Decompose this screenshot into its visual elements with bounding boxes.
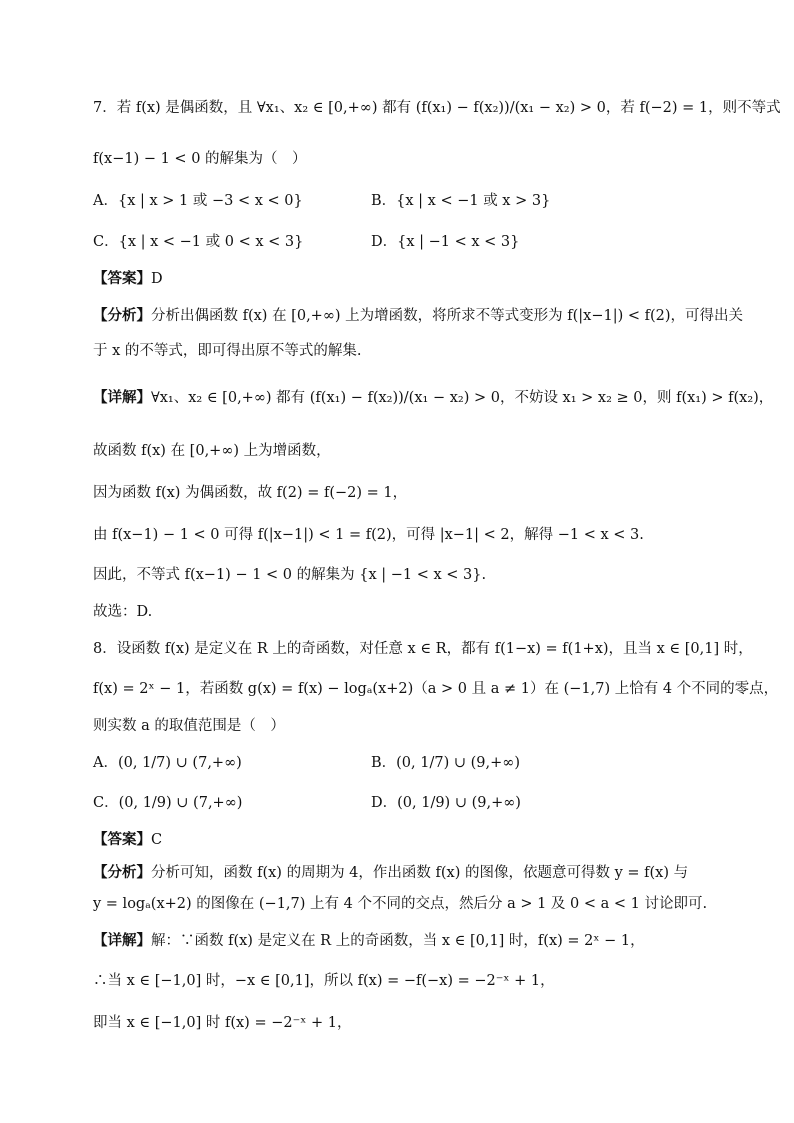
- q7-detail-line5: 因此，不等式 f(x−1) − 1 < 0 的解集为 {x | −1 < x < 3}.: [93, 567, 487, 583]
- analysis-text: 分析可知，函数 f(x) 的周期为 4，作出函数 f(x) 的图像，依题意可得数 y = f(x) 与: [151, 865, 689, 881]
- q7-answer: [93, 268, 706, 290]
- q7-option-b: B．{x | x < −1 或 x > 3}: [371, 193, 551, 209]
- q7-detail-line4: 由 f(x−1) − 1 < 0 可得 f(|x−1|) < 1 = f(2)，可得 |x−1| < 2，解得 −1 < x < 3.: [93, 527, 644, 543]
- q7-detail-line2: 故函数 f(x) 在 [0,+∞) 上为增函数，: [93, 443, 331, 459]
- q7-option-c: C．{x | x < −1 或 0 < x < 3}: [93, 234, 304, 250]
- q8-stem-line1: 8．设函数 f(x) 是定义在 R 上的奇函数，对任意 x ∈ R，都有 f(1−x) = f(1+x)，且当 x ∈ [0,1] 时，: [93, 641, 753, 657]
- analysis-tag: 【分析】: [93, 307, 151, 324]
- q7-choice: 故选：D.: [93, 604, 153, 620]
- q8-stem-line2: f(x) = 2ˣ − 1，若函数 g(x) = f(x) − logₐ(x+2)（a > 0 且 a ≠ 1）在 (−1,7) 上恰有 4 个不同的零点，: [93, 681, 779, 697]
- answer-value: D: [151, 271, 163, 287]
- q7-detail-line1: [93, 387, 774, 409]
- answer-value: C: [151, 832, 163, 848]
- q7-stem-line2: f(x−1) − 1 < 0 的解集为（ ）: [93, 151, 307, 167]
- q8-option-a: A．(0, 1/7) ∪ (7,+∞): [93, 755, 242, 771]
- q7-analysis-line1: [93, 305, 744, 327]
- q8-analysis-line2: y = logₐ(x+2) 的图像在 (−1,7) 上有 4 个不同的交点，然后分 a > 1 及 0 < a < 1 讨论即可.: [93, 896, 708, 912]
- q7-analysis-line2: 于 x 的不等式，即可得出原不等式的解集.: [93, 343, 362, 359]
- analysis-tag: 【分析】: [93, 864, 151, 881]
- q7-detail-line3: 因为函数 f(x) 为偶函数，故 f(2) = f(−2) = 1，: [93, 485, 408, 501]
- q8-option-d: D．(0, 1/9) ∪ (9,+∞): [371, 795, 521, 811]
- q8-detail-line1: [93, 930, 706, 952]
- q8-option-c: C．(0, 1/9) ∪ (7,+∞): [93, 795, 243, 811]
- answer-tag: 【答案】: [93, 831, 151, 848]
- q8-analysis-line1: [93, 862, 706, 884]
- q7-option-a: A．{x | x > 1 或 −3 < x < 0}: [93, 193, 303, 209]
- detail-text: ∀x₁、x₂ ∈ [0,+∞) 都有 (f(x₁) − f(x₂))/(x₁ − x₂) > 0，不妨设 x₁ > x₂ ≥ 0，则 f(x₁) > f(x₂)，: [151, 390, 774, 406]
- q8-detail-line2: ∴当 x ∈ [−1,0] 时，−x ∈ [0,1]，所以 f(x) = −f(−x) = −2⁻ˣ + 1，: [93, 973, 555, 989]
- q8-option-b: B．(0, 1/7) ∪ (9,+∞): [371, 755, 520, 771]
- q8-stem-line3: 则实数 a 的取值范围是（ ）: [93, 718, 285, 734]
- q7-option-d: D．{x | −1 < x < 3}: [371, 234, 520, 250]
- detail-tag: 【详解】: [93, 932, 151, 949]
- q8-detail-line3: 即当 x ∈ [−1,0] 时 f(x) = −2⁻ˣ + 1，: [93, 1015, 352, 1031]
- detail-text: 解：∵函数 f(x) 是定义在 R 上的奇函数，当 x ∈ [0,1] 时，f(x) = 2ˣ − 1，: [151, 933, 645, 949]
- q7-stem-line1: 7．若 f(x) 是偶函数，且 ∀x₁、x₂ ∈ [0,+∞) 都有 (f(x₁) − f(x₂))/(x₁ − x₂) > 0，若 f(−2) = 1，则不等式: [93, 100, 781, 116]
- analysis-text: 分析出偶函数 f(x) 在 [0,+∞) 上为增函数，将所求不等式变形为 f(|x−1|) < f(2)，可得出关: [151, 308, 744, 324]
- detail-tag: 【详解】: [93, 389, 151, 406]
- q8-answer: [93, 829, 706, 851]
- answer-tag: 【答案】: [93, 270, 151, 287]
